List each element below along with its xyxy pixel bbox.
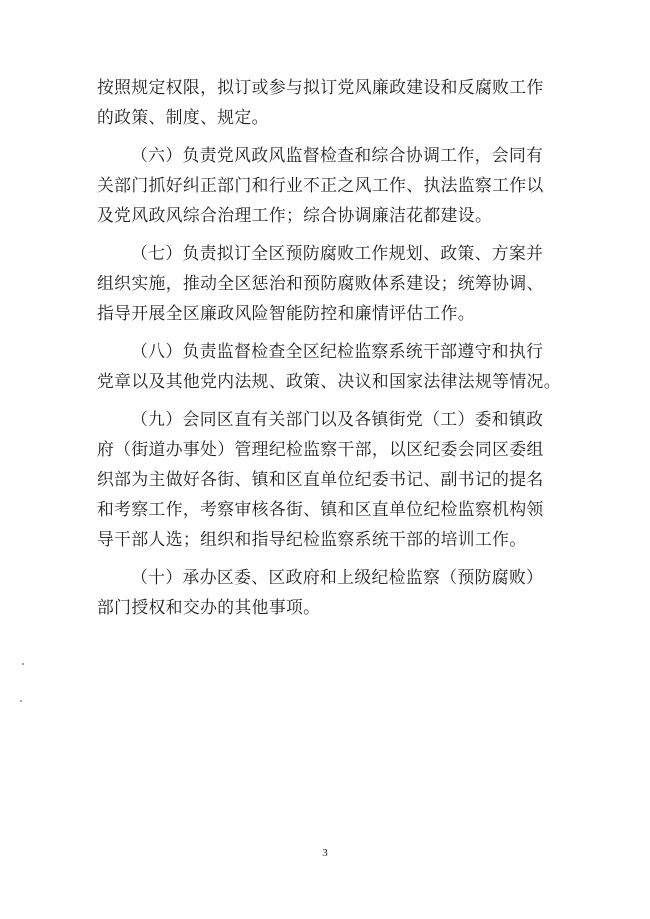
text-line: （八）负责监督检查全区纪检监察系统干部遵守和执行 (131, 341, 544, 361)
document-body (97, 72, 569, 622)
text-line: 的政策、制度、规定。 (97, 107, 269, 127)
text-line: 导干部人选；组织和指导纪检监察系统干部的培训工作。 (97, 529, 527, 549)
text-line: 织部为主做好各街、镇和区直单位纪委书记、副书记的提名 (97, 469, 544, 489)
text-line: 组织实施，推动全区惩治和预防腐败体系建设；统筹协调、 (97, 273, 544, 293)
text-line: 关部门抓好纠正部门和行业不正之风工作、执法监察工作以 (97, 175, 544, 195)
paragraph-item-6 (97, 140, 569, 230)
paragraph-continuation (97, 72, 569, 132)
text-line: 府（街道办事处）管理纪检监察干部，以区纪委会同区委组 (97, 439, 544, 459)
text-line: 部门授权和交办的其他事项。 (97, 597, 321, 617)
text-line: 和考察工作，考察审核各街、镇和区直单位纪检监察机构领 (97, 499, 544, 519)
paragraph-item-10 (97, 562, 569, 622)
text-line: （七）负责拟订全区预防腐败工作规划、政策、方案并 (131, 243, 544, 263)
text-line: （九）会同区直有关部门以及各镇街党（工）委和镇政 (131, 409, 544, 429)
page-number: 3 (322, 847, 328, 859)
text-line: 指导开展全区廉政风险智能防控和廉情评估工作。 (97, 303, 475, 323)
text-line: 按照规定权限，拟订或参与拟订党风廉政建设和反腐败工作 (97, 77, 544, 97)
paragraph-item-8 (97, 336, 569, 396)
text-line: （十）承办区委、区政府和上级纪检监察（预防腐败） (131, 567, 544, 587)
paragraph-item-7 (97, 238, 569, 328)
scan-speck (20, 700, 22, 702)
text-line: 党章以及其他党内法规、政策、决议和国家法律法规等情况。 (97, 371, 561, 391)
scan-speck (22, 663, 24, 665)
text-line: 及党风政风综合治理工作；综合协调廉洁花都建设。 (97, 205, 493, 225)
text-line: （六）负责党风政风监督检查和综合协调工作，会同有 (131, 145, 544, 165)
paragraph-item-9 (97, 404, 569, 554)
